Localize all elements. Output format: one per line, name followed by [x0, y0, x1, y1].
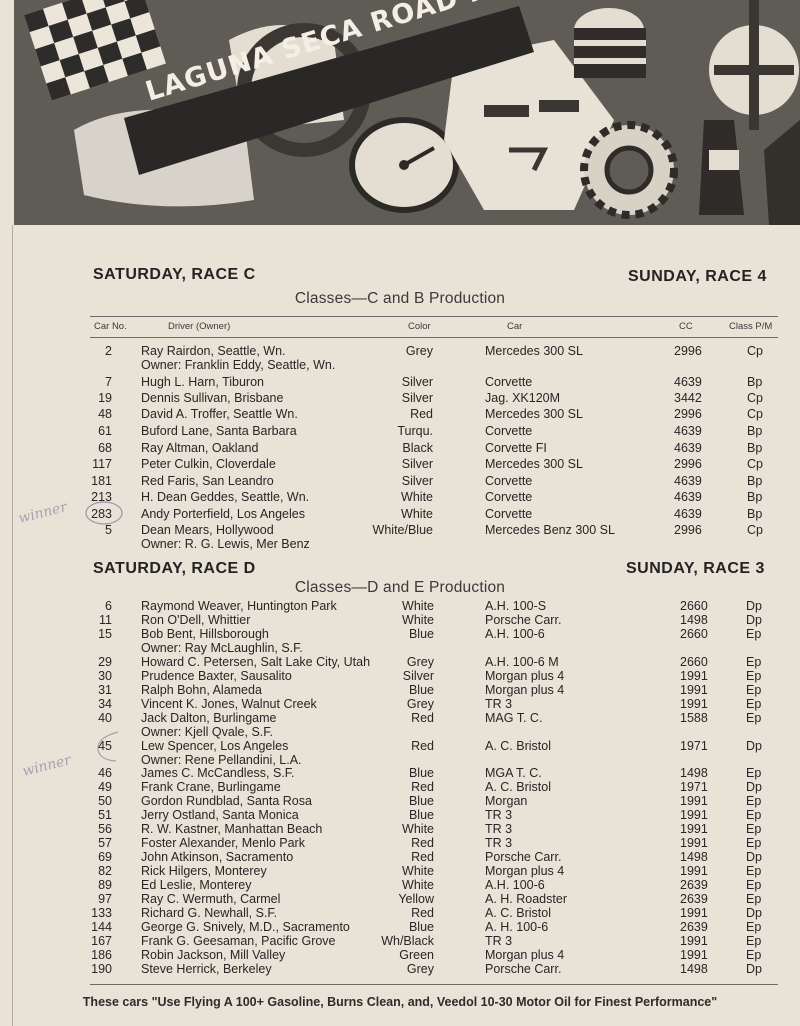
table-row [0, 655, 800, 669]
driver-name: Andy Porterfield, Los Angeles [141, 507, 305, 521]
car-color: Black [402, 441, 433, 455]
car-color: Blue [408, 683, 434, 697]
driver-name: David A. Troffer, Seattle Wn. [141, 407, 298, 421]
car-number: 19 [98, 391, 112, 405]
table-row [0, 599, 800, 613]
driver-name: Prudence Baxter, Sausalito [141, 669, 292, 683]
engine-cc: 1991 [680, 808, 708, 822]
driver-name: Dennis Sullivan, Brisbane [141, 391, 284, 405]
owner-line: Owner: Franklin Eddy, Seattle, Wn. [141, 358, 336, 372]
table-row [0, 697, 800, 711]
car-number: 57 [98, 836, 112, 850]
engine-cc: 2639 [680, 920, 708, 934]
class-code: Ep [746, 878, 762, 892]
engine-cc: 1588 [680, 711, 708, 725]
driver-name: Vincent K. Jones, Walnut Creek [141, 697, 317, 711]
table-row [0, 669, 800, 683]
car-color: Red [411, 836, 434, 850]
table-row [0, 906, 800, 920]
class-code: Ep [746, 766, 762, 780]
car-color: Blue [408, 808, 434, 822]
driver-name: Rick Hilgers, Monterey [141, 864, 267, 878]
driver-name: Peter Culkin, Cloverdale [141, 457, 276, 471]
table-row [0, 878, 800, 892]
class-code: Ep [746, 669, 762, 683]
class-code: Dp [746, 613, 762, 627]
class-code: Ep [746, 836, 762, 850]
car-model: TR 3 [485, 808, 513, 822]
class-code: Bp [747, 490, 763, 504]
car-number: 283 [91, 507, 112, 521]
car-number: 5 [105, 523, 112, 537]
engine-cc: 4639 [674, 375, 702, 389]
car-model: A. H. 100-6 [485, 920, 549, 934]
car-color: White [402, 878, 434, 892]
table-row [0, 375, 800, 389]
banner-illustration [14, 0, 800, 225]
car-color: Blue [408, 627, 434, 641]
car-number: 46 [98, 766, 112, 780]
driver-name: Lew Spencer, Los Angeles [141, 739, 289, 753]
car-model: Corvette FI [485, 441, 547, 455]
engine-cc: 1498 [680, 766, 708, 780]
race-d-classes: Classes—D and E Production [294, 579, 506, 596]
class-code: Dp [746, 962, 762, 976]
driver-name: Ron O'Dell, Whittier [141, 613, 251, 627]
driver-name: John Atkinson, Sacramento [141, 850, 294, 864]
engine-cc: 4639 [674, 490, 702, 504]
header-rule-bottom [90, 337, 778, 338]
engine-cc: 3442 [674, 391, 702, 405]
car-color: White [401, 490, 433, 504]
engine-cc: 2996 [674, 457, 702, 471]
car-color: Grey [406, 655, 434, 669]
col-car: Car [507, 321, 523, 332]
table-row [0, 474, 800, 488]
driver-name: Hugh L. Harn, Tiburon [141, 375, 264, 389]
car-model: Morgan plus 4 [485, 669, 565, 683]
owner-line: Owner: Rene Pellandini, L.A. [141, 753, 302, 767]
car-color: White [402, 822, 434, 836]
car-color: Wh/Black [381, 934, 434, 948]
table-row [0, 711, 800, 725]
gauge-icon [352, 120, 456, 210]
car-color: Red [411, 739, 434, 753]
table-row [0, 948, 800, 962]
engine-cc: 4639 [674, 441, 702, 455]
car-color: Grey [405, 344, 433, 358]
engine-cc: 4639 [674, 474, 702, 488]
car-color: Silver [401, 391, 433, 405]
car-color: Red [410, 407, 433, 421]
footer-rule [90, 984, 778, 985]
header-rule-top [90, 316, 778, 317]
car-model: Morgan plus 4 [485, 683, 565, 697]
car-color: White [402, 613, 434, 627]
class-code: Ep [746, 822, 762, 836]
owner-line: Owner: Ray McLaughlin, S.F. [141, 641, 303, 655]
car-model: Morgan plus 4 [485, 948, 565, 962]
handwritten-mark-2 [88, 728, 128, 764]
table-row [0, 808, 800, 822]
table-row [0, 864, 800, 878]
car-number: 186 [91, 948, 112, 962]
driver-name: Ray Rairdon, Seattle, Wn. [141, 344, 286, 358]
class-code: Ep [746, 697, 762, 711]
owner-line: Owner: Kjell Qvale, S.F. [141, 725, 273, 739]
car-color: Turqu. [397, 424, 433, 438]
car-color: White [402, 864, 434, 878]
driver-name: Red Faris, San Leandro [141, 474, 274, 488]
car-color: White [402, 599, 434, 613]
car-model: A. H. Roadster [485, 892, 567, 906]
engine-cc: 1991 [680, 836, 708, 850]
car-model: Mercedes 300 SL [485, 457, 583, 471]
car-model: A.H. 100-S [485, 599, 547, 613]
engine-cc: 2660 [680, 655, 708, 669]
driver-name: Steve Herrick, Berkeley [141, 962, 272, 976]
car-color: Yellow [398, 892, 434, 906]
car-model: Corvette [485, 375, 533, 389]
car-model: Mercedes 300 SL [485, 407, 583, 421]
driver-name: George G. Snively, M.D., Sacramento [141, 920, 350, 934]
driver-name: Frank Crane, Burlingame [141, 780, 281, 794]
car-number: 181 [91, 474, 112, 488]
car-color: Grey [406, 962, 434, 976]
car-number: 213 [91, 490, 112, 504]
car-model: Mercedes Benz 300 SL [485, 523, 615, 537]
class-code: Bp [747, 441, 763, 455]
car-color: Blue [408, 920, 434, 934]
car-color: Green [399, 948, 434, 962]
car-color: Red [411, 850, 434, 864]
car-model: TR 3 [485, 934, 513, 948]
car-color: White/Blue [372, 523, 433, 537]
class-code: Dp [746, 599, 762, 613]
driver-name: Ray C. Wermuth, Carmel [141, 892, 281, 906]
car-model: A. C. Bristol [485, 739, 551, 753]
table-row [0, 794, 800, 808]
car-color: Silver [401, 474, 433, 488]
class-code: Ep [746, 683, 762, 697]
car-color: Red [411, 780, 434, 794]
engine-cc: 1991 [680, 864, 708, 878]
car-number: 45 [98, 739, 112, 753]
car-number: 40 [98, 711, 112, 725]
car-model: Mercedes 300 SL [485, 344, 583, 358]
class-code: Bp [747, 424, 763, 438]
engine-cc: 2639 [680, 878, 708, 892]
engine-cc: 1991 [680, 697, 708, 711]
class-code: Cp [747, 457, 763, 471]
engine-cc: 1971 [680, 739, 708, 753]
engine-cc: 1991 [680, 794, 708, 808]
table-row [0, 962, 800, 976]
driver-name: Ralph Bohn, Alameda [141, 683, 262, 697]
table-row [0, 683, 800, 697]
table-row [0, 627, 800, 641]
car-model: Porsche Carr. [485, 962, 562, 976]
driver-name: Frank G. Geesaman, Pacific Grove [141, 934, 336, 948]
car-model: Corvette [485, 424, 533, 438]
col-color: Color [408, 321, 431, 332]
table-row [0, 441, 800, 455]
car-number: 82 [98, 864, 112, 878]
race-d-saturday-heading: SATURDAY, RACE D [93, 560, 256, 577]
engine-cc: 2996 [674, 344, 702, 358]
handwritten-note-2: winner [20, 752, 73, 780]
car-color: Silver [401, 457, 433, 471]
col-car-no: Car No. [94, 321, 127, 332]
driver-name: Gordon Rundblad, Santa Rosa [141, 794, 312, 808]
table-row [0, 934, 800, 948]
driver-name: Bob Bent, Hillsborough [141, 627, 269, 641]
car-number: 49 [98, 780, 112, 794]
owner-line: Owner: R. G. Lewis, Mer Benz [141, 537, 310, 551]
car-number: 133 [91, 906, 112, 920]
table-row [0, 391, 800, 405]
class-code: Dp [746, 739, 762, 753]
car-number: 2 [105, 344, 112, 358]
car-model: Corvette [485, 490, 533, 504]
class-code: Ep [746, 864, 762, 878]
driver-name: Raymond Weaver, Huntington Park [141, 599, 337, 613]
engine-cc: 2996 [674, 407, 702, 421]
engine-cc: 1991 [680, 683, 708, 697]
car-model: Porsche Carr. [485, 613, 562, 627]
car-model: A. C. Bristol [485, 906, 551, 920]
car-model: A.H. 100-6 M [485, 655, 559, 669]
engine-cc: 2639 [680, 892, 708, 906]
col-driver: Driver (Owner) [168, 321, 231, 332]
car-number: 6 [105, 599, 112, 613]
driver-name: Ray Altman, Oakland [141, 441, 259, 455]
class-code: Cp [747, 407, 763, 421]
table-row [0, 850, 800, 864]
car-number: 167 [91, 934, 112, 948]
engine-cc: 1991 [680, 948, 708, 962]
engine-cc: 1498 [680, 613, 708, 627]
car-number: 7 [105, 375, 112, 389]
table-row [0, 836, 800, 850]
car-number: 61 [98, 424, 112, 438]
driver-name: Howard C. Petersen, Salt Lake City, Utah [141, 655, 371, 669]
class-code: Cp [747, 391, 763, 405]
car-color: Grey [406, 697, 434, 711]
driver-name: James C. McCandless, S.F. [141, 766, 295, 780]
table-row [0, 344, 800, 358]
driver-name: Ed Leslie, Monterey [141, 878, 252, 892]
driver-name: H. Dean Geddes, Seattle, Wn. [141, 490, 310, 504]
driver-name: Richard G. Newhall, S.F. [141, 906, 278, 920]
engine-cc: 1498 [680, 962, 708, 976]
engine-cc: 1991 [680, 906, 708, 920]
driver-name: Foster Alexander, Menlo Park [141, 836, 305, 850]
driver-name: R. W. Kastner, Manhattan Beach [141, 822, 323, 836]
car-color: Red [411, 906, 434, 920]
class-code: Ep [746, 892, 762, 906]
class-code: Ep [746, 794, 762, 808]
table-row [0, 766, 800, 780]
car-model: TR 3 [485, 836, 513, 850]
driver-name: Jerry Ostland, Santa Monica [141, 808, 299, 822]
race-c-classes: Classes—C and B Production [294, 290, 506, 307]
car-color: Red [411, 711, 434, 725]
car-number: 190 [91, 962, 112, 976]
car-number: 51 [98, 808, 112, 822]
car-number: 48 [98, 407, 112, 421]
car-model: A. C. Bristol [485, 780, 551, 794]
table-row [0, 457, 800, 471]
col-class: Class P/M [729, 321, 773, 332]
car-color: White [401, 507, 433, 521]
car-model: Jag. XK120M [485, 391, 561, 405]
car-color: Silver [401, 375, 433, 389]
car-model: Corvette [485, 507, 533, 521]
car-model: A.H. 100-6 [485, 627, 545, 641]
engine-cc: 1498 [680, 850, 708, 864]
car-number: 30 [98, 669, 112, 683]
col-cc: CC [679, 321, 693, 332]
engine-cc: 4639 [674, 507, 702, 521]
driver-name: Robin Jackson, Mill Valley [141, 948, 286, 962]
class-code: Bp [747, 375, 763, 389]
class-code: Ep [746, 920, 762, 934]
class-code: Dp [746, 850, 762, 864]
handwritten-note-1: winner [16, 499, 69, 527]
class-code: Dp [746, 906, 762, 920]
table-row [0, 424, 800, 438]
driver-name: Dean Mears, Hollywood [141, 523, 274, 537]
table-row [0, 407, 800, 421]
table-row [0, 892, 800, 906]
engine-cc: 1971 [680, 780, 708, 794]
car-number: 29 [98, 655, 112, 669]
engine-cc: 2660 [680, 627, 708, 641]
footer-sponsor-text: These cars "Use Flying A 100+ Gasoline, Burns Clean, and, Veedol 10-30 Motor Oil for Finest Performance" [82, 995, 718, 1009]
handwritten-circle-1 [84, 500, 124, 526]
car-model: MGA T. C. [485, 766, 542, 780]
driver-name: Buford Lane, Santa Barbara [141, 424, 297, 438]
car-model: TR 3 [485, 822, 513, 836]
banner-title: LAGUNA SECA ROAD [142, 0, 463, 108]
car-number: 68 [98, 441, 112, 455]
class-code: Cp [747, 523, 763, 537]
trophy-icon [574, 8, 646, 78]
engine-cc: 1991 [680, 669, 708, 683]
car-model: MAG T. C. [485, 711, 543, 725]
race-c-sunday-heading: SUNDAY, RACE 4 [628, 268, 767, 285]
car-number: 89 [98, 878, 112, 892]
engine-cc: 1991 [680, 822, 708, 836]
car-number: 31 [98, 683, 112, 697]
gear-icon [584, 125, 674, 215]
class-code: Ep [746, 655, 762, 669]
car-model: Morgan plus 4 [485, 864, 565, 878]
class-code: Bp [747, 474, 763, 488]
car-model: TR 3 [485, 697, 513, 711]
class-code: Ep [746, 711, 762, 725]
class-code: Ep [746, 934, 762, 948]
car-model: A.H. 100-6 [485, 878, 545, 892]
car-color: Silver [402, 669, 434, 683]
car-number: 56 [98, 822, 112, 836]
table-row [0, 613, 800, 627]
engine-cc: 1991 [680, 934, 708, 948]
race-artwork [14, 0, 800, 225]
car-number: 15 [98, 627, 112, 641]
race-c-saturday-heading: SATURDAY, RACE C [93, 266, 256, 283]
car-number: 117 [92, 457, 112, 471]
driver-name: Jack Dalton, Burlingame [141, 711, 277, 725]
car-model: Corvette [485, 474, 533, 488]
car-number: 97 [98, 892, 112, 906]
class-code: Dp [746, 780, 762, 794]
car-number: 50 [98, 794, 112, 808]
engine-cc: 4639 [674, 424, 702, 438]
class-code: Ep [746, 627, 762, 641]
car-number: 69 [98, 850, 112, 864]
table-row [0, 920, 800, 934]
car-model: Porsche Carr. [485, 850, 562, 864]
class-code: Cp [747, 344, 763, 358]
race-d-sunday-heading: SUNDAY, RACE 3 [626, 560, 765, 577]
engine-cc: 2996 [674, 523, 702, 537]
class-code: Ep [746, 948, 762, 962]
table-row [0, 822, 800, 836]
table-row [0, 780, 800, 794]
engine-cc: 2660 [680, 599, 708, 613]
car-model: Morgan [485, 794, 528, 808]
car-color: Blue [408, 794, 434, 808]
car-number: 34 [98, 697, 112, 711]
class-code: Bp [747, 507, 763, 521]
car-number: 144 [91, 920, 112, 934]
car-color: Blue [408, 766, 434, 780]
car-number: 11 [99, 613, 112, 627]
class-code: Ep [746, 808, 762, 822]
